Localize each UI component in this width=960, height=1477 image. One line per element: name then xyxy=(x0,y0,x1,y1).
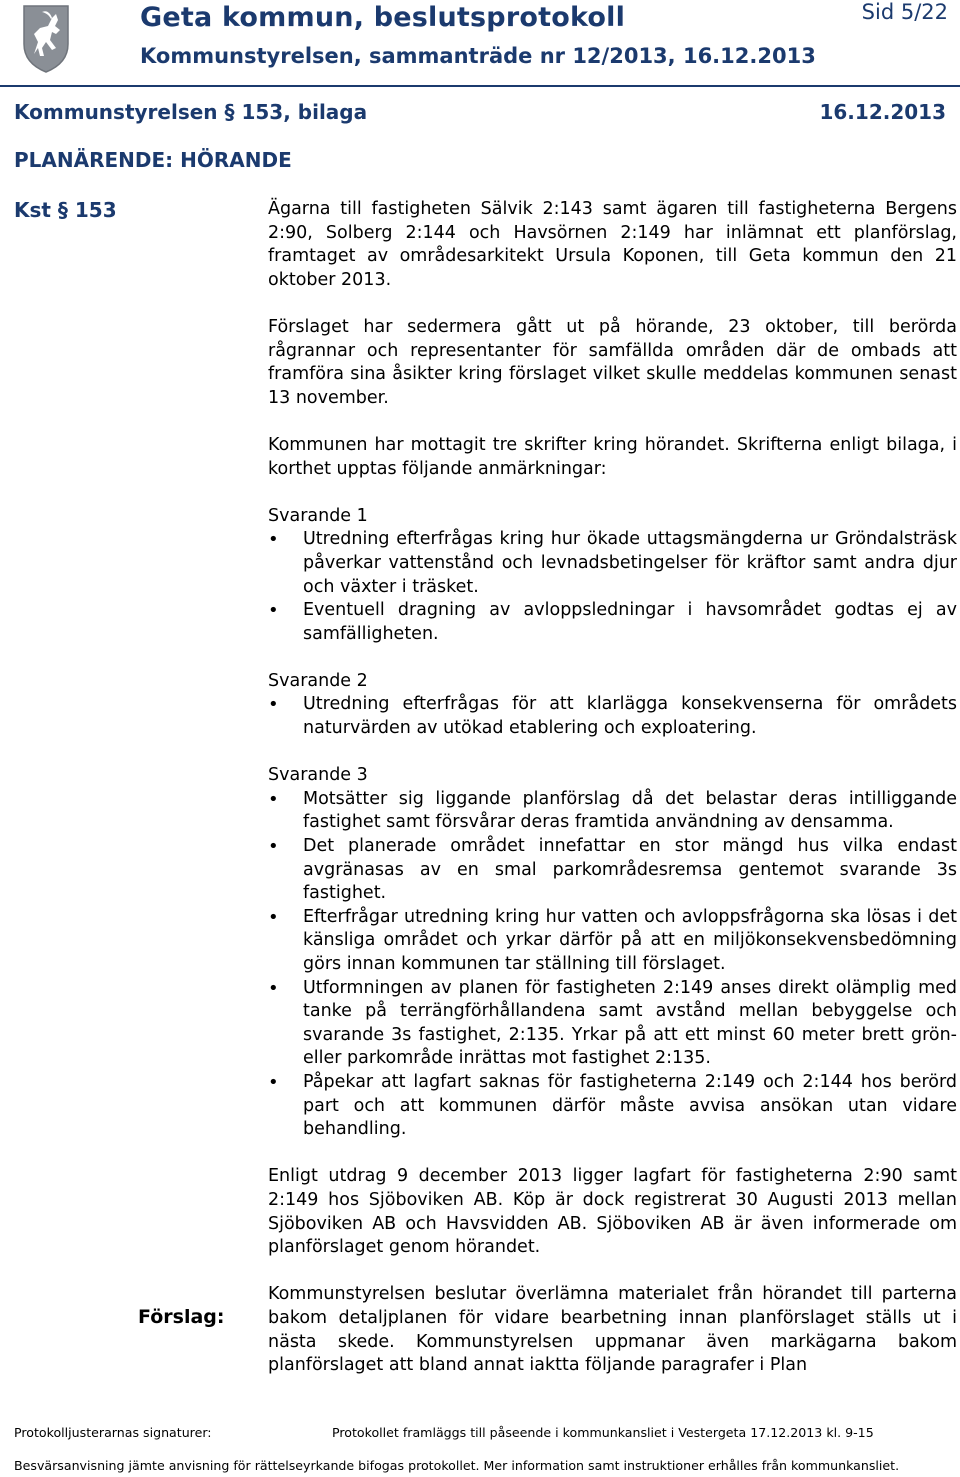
list-item: • Eventuell dragning av avloppsledningar i havsområdet godtas ej av samfälligheten. xyxy=(268,599,957,646)
footer-signatures-line xyxy=(14,1425,946,1440)
signatures-label: Protokolljusterarnas signaturer: xyxy=(14,1425,212,1440)
posting-notice: Protokollet framläggs till påseende i kommunkansliet i Vestergeta 17.12.2013 kl. 9-15 xyxy=(332,1425,874,1440)
section-name: Kommunstyrelsen § 153, bilaga xyxy=(14,100,368,124)
respondent-2-label: Svarande 2 xyxy=(268,670,368,691)
geta-coat-of-arms-icon xyxy=(22,4,70,74)
list-item: • Påpekar att lagfart saknas för fastigheterna 2:149 och 2:144 hos berörd part och att kommunen därför måste avvisa ansökan utan vidare behandling. xyxy=(268,1071,957,1142)
section-date: 16.12.2013 xyxy=(819,100,946,124)
list-item: • Utformningen av planen för fastigheten 2:149 anses direkt olämplig med tanke på terrängförhållandena samt avstånd mellan bebyggelse och svarande 3s fastighet, 2:135. Yrkar på att ett minst 60 meter brett grön- eller parkområde inrättas mot fastighet 2:135. xyxy=(268,977,957,1071)
paragraph-intro: Ägarna till fastigheten Sälvik 2:143 samt ägaren till fastigheterna Bergens 2:90, Solberg 2:144 och Havsörnen 2:149 har inlämnat ett planförslag, framtaget av områdesarkitekt Ursula Koponen, till Geta kommun den 21 oktober 2013. xyxy=(268,199,957,290)
meeting-subtitle: Kommunstyrelsen, sammanträde nr 12/2013, 16.12.2013 xyxy=(140,44,816,68)
list-item: • Det planerade området innefattar en stor mängd hus vilka endast avgränasas av en smal parkområdesremsa gentemot svarande 3s fastighet. xyxy=(268,835,957,906)
list-item: • Utredning efterfrågas kring hur ökade uttagsmängderna ur Gröndalsträsk påverkar vattenstånd och levnadsbetingelser för kräftor samt andra djur och växter i träsket. xyxy=(268,528,957,599)
document-body xyxy=(268,198,957,1401)
section-heading: PLANÄRENDE: HÖRANDE xyxy=(14,148,292,172)
respondent-3-label: Svarande 3 xyxy=(268,765,368,786)
header-divider xyxy=(0,85,960,87)
kst-paragraph-number: Kst § 153 xyxy=(14,198,117,222)
paragraph-registry: Enligt utdrag 9 december 2013 ligger lagfart för fastigheterna 2:90 samt 2:149 hos Sjöboviken AB. Köp är dock registrerat 30 Augusti 2013 mellan Sjöboviken AB och Havsvidden AB. Sjöboviken AB är även informerade om planförslaget genom hörandet. xyxy=(268,1166,957,1258)
appeal-notice: Besvärsanvisning jämte anvisning för rättelseyrkande bifogas protokollet. Mer information samt instruktioner erhålles från kommunkansliet. xyxy=(14,1458,900,1473)
respondent-1-list xyxy=(268,528,957,646)
list-item: • Utredning efterfrågas för att klarlägga konsekvenserna för områdets naturvärden av utökad etablering och exploatering. xyxy=(268,693,957,740)
page-number: Sid 5/22 xyxy=(861,0,948,24)
respondent-2-list xyxy=(268,693,957,740)
paragraph-writings: Kommunen har mottagit tre skrifter kring hörandet. Skrifterna enligt bilaga, i korthet upptas följande anmärkningar: xyxy=(268,434,957,479)
proposal-label: Förslag: xyxy=(138,1306,225,1328)
paragraph-hearing: Förslaget har sedermera gått ut på hörande, 23 oktober, till berörda rågrannar och representanter för samfällda områden där de ombads att framföra sina åsikter kring förslaget vilket skulle meddelas kommunen senast 13 november. xyxy=(268,316,957,408)
respondent-1-label: Svarande 1 xyxy=(268,505,368,526)
respondent-3-list xyxy=(268,788,957,1142)
list-item: • Efterfrågar utredning kring hur vatten och avloppsfrågorna ska lösas i det känsliga området och yrkar därför på att en miljökonsekvensbedömning görs innan kommunen tar ställning till förslaget. xyxy=(268,906,957,977)
list-item: • Motsätter sig liggande planförslag då det belastar deras intilliggande fastighet samt försvårar deras framtida användning av densamma. xyxy=(268,788,957,835)
document-title: Geta kommun, beslutsprotokoll xyxy=(140,2,626,33)
proposal-text: Kommunstyrelsen beslutar överlämna materialet från hörandet till parterna bakom detaljplanen för vidare bearbetning innan planförslaget ställs ut i nästa skede. Kommunstyrelsen uppmanar även markägarna bakom planförslaget att bland annat iaktta följande paragrafer i Plan xyxy=(268,1284,957,1376)
